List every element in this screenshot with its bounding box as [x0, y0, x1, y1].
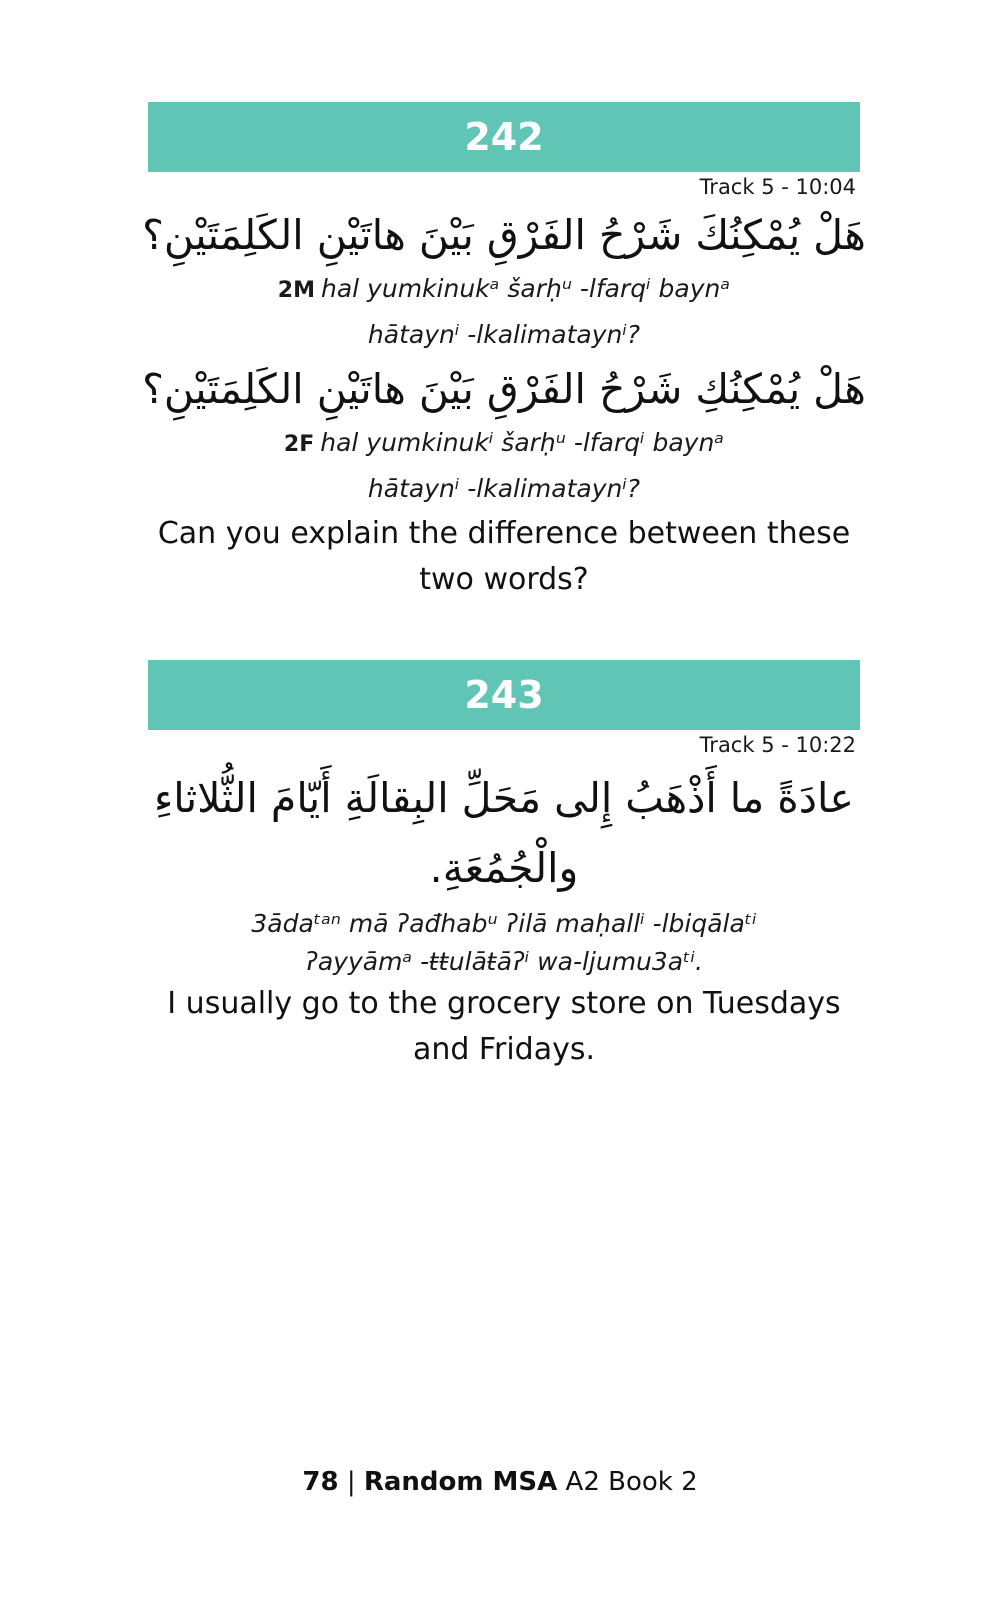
transliteration-line: hal yumkinukᵃ šarḥᵘ -lfarqⁱ baynᵃ: [321, 274, 731, 303]
entry-number-banner: [148, 660, 860, 730]
gender-tag: 2M: [277, 278, 315, 303]
transliteration-line: hātaynⁱ -lkalimataynⁱ?: [367, 474, 641, 503]
english-translation: Can you explain the difference between these two words?: [157, 516, 851, 597]
entry-242: [142, 102, 866, 603]
arabic-sentence: عادَةً ما أَذْهَبُ إِلى مَحَلِّ البِقالَةِ أَيّامَ الثُّلاثاءِ والْجُمُعَةِ.: [154, 774, 854, 892]
track-timestamp: Track 5 - 10:22: [699, 733, 856, 757]
entry-number-banner: [148, 102, 860, 172]
book-title: A2 Book 2: [565, 1467, 698, 1497]
page-number: 78: [302, 1467, 339, 1497]
arabic-sentence-masculine: هَلْ يُمْكِنُكَ شَرْحُ الفَرْقِ بَيْنَ هاتَيْنِ الكَلِمَتَيْنِ؟: [142, 211, 866, 259]
transliteration-line: ʔayyāmᵃ -ŧŧulāŧāʔⁱ wa-ljumu3aᵗⁱ.: [305, 947, 703, 976]
transliteration-feminine: [148, 421, 860, 511]
entry-number: 242: [464, 115, 544, 159]
transliteration-masculine: [148, 267, 860, 357]
entry-243: [148, 660, 860, 1073]
footer-separator: |: [346, 1467, 356, 1497]
book-series: Random MSA: [363, 1467, 558, 1497]
track-timestamp: Track 5 - 10:04: [699, 175, 856, 199]
transliteration-line: hātaynⁱ -lkalimataynⁱ?: [367, 320, 641, 349]
arabic-sentence-feminine: هَلْ يُمْكِنُكِ شَرْحُ الفَرْقِ بَيْنَ هاتَيْنِ الكَلِمَتَيْنِ؟: [142, 365, 866, 413]
page-footer: [0, 1467, 1000, 1497]
transliteration-line: hal yumkinukⁱ šarḥᵘ -lfarqⁱ baynᵃ: [320, 428, 725, 457]
gender-tag: 2F: [283, 432, 315, 457]
english-translation: I usually go to the grocery store on Tuesdays and Fridays.: [167, 986, 841, 1067]
transliteration: [148, 905, 860, 981]
entry-number: 243: [464, 673, 544, 717]
transliteration-line: 3ādaᵗᵃⁿ mā ʔađhabᵘ ʔilā maḥallⁱ -lbiqālaᵗⁱ: [251, 909, 757, 938]
